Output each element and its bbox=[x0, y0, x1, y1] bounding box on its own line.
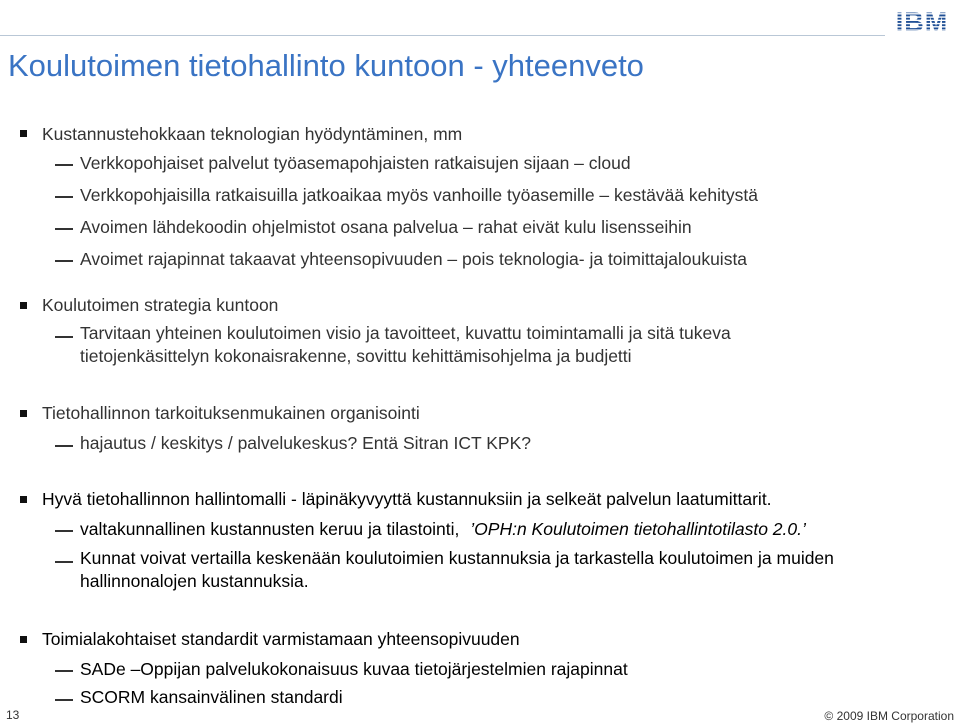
sub-item bbox=[80, 518, 806, 541]
bullet-square-icon bbox=[20, 410, 27, 417]
sub-item: Avoimen lähdekoodin ohjelmistot osana palvelua – rahat eivät kulu lisensseihin bbox=[80, 217, 692, 237]
dash-icon bbox=[55, 445, 73, 447]
dash-icon bbox=[55, 670, 73, 672]
header-rule bbox=[0, 35, 885, 36]
dash-icon bbox=[55, 196, 73, 198]
bullet-text: Tietohallinnon tarkoituksenmukainen organisointi bbox=[42, 403, 420, 423]
dash-icon bbox=[55, 561, 73, 563]
bullet-text: Hyvä tietohallinnon hallintomalli - läpinäkyvyyttä kustannuksiin ja selkeät palvelun laatumittarit. bbox=[42, 489, 772, 509]
bullet-text: Kustannustehokkaan teknologian hyödyntäminen, mm bbox=[42, 124, 463, 144]
sub-item-text: valtakunnallinen kustannusten keruu ja tilastointi, bbox=[80, 519, 460, 539]
copyright: © 2009 IBM Corporation bbox=[824, 709, 954, 723]
sub-item: Kunnat voivat vertailla keskenään koulutoimien kustannuksia ja tarkastella koulutoimen ja muiden hallinnonalojen kustannuksia. bbox=[80, 548, 834, 591]
ibm-logo bbox=[891, 8, 953, 34]
bullet-square-icon bbox=[20, 130, 27, 137]
bullet-square-icon bbox=[20, 302, 27, 309]
bullet-text: Koulutoimen strategia kuntoon bbox=[42, 295, 279, 315]
page-number: 13 bbox=[6, 708, 20, 722]
sub-item: SADe –Oppijan palvelukokonaisuus kuvaa tietojärjestelmien rajapinnat bbox=[80, 659, 628, 679]
sub-item: Verkkopohjaiset palvelut työasemapohjaisten ratkaisujen sijaan – cloud bbox=[80, 153, 631, 173]
bullet-square-icon bbox=[20, 636, 27, 643]
sub-item: SCORM kansainvälinen standardi bbox=[80, 687, 343, 707]
sub-item-italic: ’OPH:n Koulutoimen tietohallintotilasto 2.0.’ bbox=[470, 519, 806, 539]
dash-icon bbox=[55, 164, 73, 166]
sub-item: hajautus / keskitys / palvelukeskus? Entä Sitran ICT KPK? bbox=[80, 433, 532, 453]
dash-icon bbox=[55, 228, 73, 230]
dash-icon bbox=[55, 530, 73, 532]
sub-item: Avoimet rajapinnat takaavat yhteensopivuuden – pois teknologia- ja toimittajaloukuista bbox=[80, 249, 748, 269]
sub-item: Tarvitaan yhteinen koulutoimen visio ja tavoitteet, kuvattu toimintamalli ja sitä tukeva tietojenkäsittelyn kokonaisrakenne, sovittu kehittämisohjelma ja budjetti bbox=[80, 323, 731, 366]
slide-title: Koulutoimen tietohallinto kuntoon - yhteenveto bbox=[8, 48, 644, 83]
dash-icon bbox=[55, 699, 73, 701]
dash-icon bbox=[55, 336, 73, 338]
bullet-text: Toimialakohtaiset standardit varmistamaan yhteensopivuuden bbox=[42, 629, 520, 649]
dash-icon bbox=[55, 260, 73, 262]
sub-item: Verkkopohjaisilla ratkaisuilla jatkoaikaa myös vanhoille työasemille – kestävää kehitystä bbox=[80, 185, 758, 205]
bullet-square-icon bbox=[20, 496, 27, 503]
